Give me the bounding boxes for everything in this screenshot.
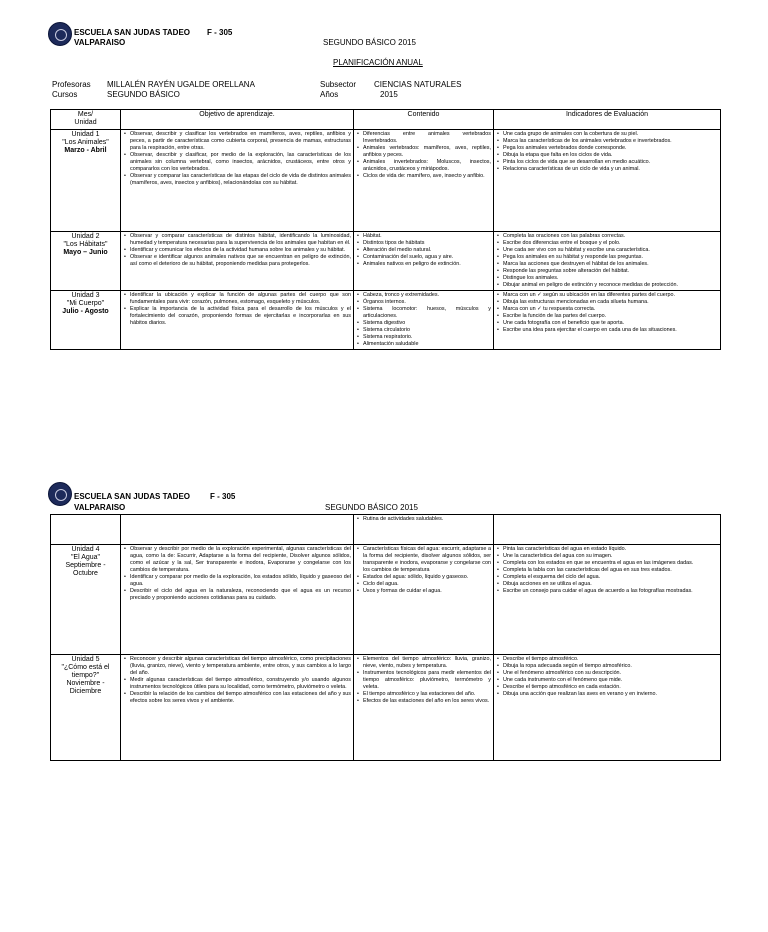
objectives-cell (121, 515, 354, 545)
list-item: • Dibuja acciones en se utiliza el agua. (503, 581, 718, 588)
unit-cell: Unidad 5 "¿Cómo está el tiempo?" Noviembre - Diciembre (51, 655, 121, 761)
list-item: • Dibuja la ropa adecuada según el tiempo atmosférico. (503, 663, 718, 670)
page-1 (0, 0, 768, 400)
indicators-cell (494, 515, 721, 545)
list-item: • Escribe un consejo para cuidar el agua de acuerdo a las fotografías mostradas. (503, 588, 718, 595)
list-item: • Observar, describir y clasificar los vertebrados en mamíferos, aves, reptiles, anfibios y peces, a partir de características como cubierta corporal, presencia de mamas, estructuras para la respiración, entre otras. (130, 131, 351, 152)
col-mes-unidad: Mes/ Unidad (51, 110, 121, 130)
list-item: • Une cada grupo de animales con la cobertura de su piel. (503, 131, 718, 138)
list-item: • Identificar y comunicar los efectos de la actividad humana sobre los animales y su hábitat. (130, 247, 351, 254)
school-logo-icon (48, 482, 72, 506)
list-item: • Hábitat. (363, 233, 491, 240)
subject-value: CIENCIAS NATURALES (374, 80, 462, 89)
unit-cell: Unidad 3 "Mi Cuerpo" Julio - Agosto (51, 291, 121, 350)
table-row (51, 130, 721, 232)
list-item: • Responde las preguntas sobre alteración del hábitat. (503, 268, 718, 275)
list-item: • Dibuja las estructuras mencionadas en cada silueta humana. (503, 299, 718, 306)
list-item: • Describe el tiempo atmosférico en cada estación. (503, 684, 718, 691)
list-item: • Observar e identificar algunos animales nativos que se encuentran en peligro de extinción, así como el deterioro de su hábitat, proponiendo medidas para protegerlos. (130, 254, 351, 268)
list-item: • Marca las acciones que destruyen el hábitat de los animales. (503, 261, 718, 268)
list-item: • Observar, describir y clasificar, por medio de la exploración, las características de los animales sin columna vertebral, como insectos, arácnidos, crustáceos, entre otros y compararlos con los vertebrados. (130, 152, 351, 173)
list-item: • Pega los animales en su hábitat y responde las preguntas. (503, 254, 718, 261)
objectives-cell (121, 130, 354, 232)
year-value: 2015 (380, 90, 398, 99)
list-item: • Órganos internos. (363, 299, 491, 306)
contents-cell (354, 545, 494, 655)
unit-cell: Unidad 2 "Los Hábitats" Mayo – Junio (51, 232, 121, 291)
contents-cell (354, 130, 494, 232)
table-row (51, 655, 721, 761)
list-item: • Marca con un ✓ según su ubicación en las diferentes partes del cuerpo. (503, 292, 718, 299)
table-row (51, 291, 721, 350)
list-item: • Describe el tiempo atmosférico. (503, 656, 718, 663)
list-item: • Animales nativos en peligro de extinción. (363, 261, 491, 268)
list-item: • Sistema locomotor: huesos, músculos y articulaciones. (363, 306, 491, 320)
contents-cell (354, 232, 494, 291)
list-item: • Completa las oraciones con las palabras correctas. (503, 233, 718, 240)
subject-label: Subsector (320, 80, 357, 89)
list-item: • Completa con los estados en que se encuentra el agua en las imágenes dadas. (503, 560, 718, 567)
school-name: ESCUELA SAN JUDAS TADEO (74, 492, 191, 501)
school-city: VALPARAISO (74, 38, 126, 47)
planning-table-1 (50, 109, 721, 350)
list-item: • Relaciona características de un ciclo de vida y un animal. (503, 166, 718, 173)
course-label: Cursos (52, 90, 78, 99)
list-item: • Contaminación del suelo, agua y aire. (363, 254, 491, 261)
indicators-cell (494, 291, 721, 350)
list-item: • Escribe una idea para ejercitar el cuerpo en cada una de las situaciones. (503, 327, 718, 334)
list-item: • Animales vertebrados: mamíferos, aves, reptiles, anfibios y peces. (363, 145, 491, 159)
list-item: • Instrumentos tecnológicos para medir elementos del tiempo atmosférico: pluviómetro, termómetro y veleta. (363, 670, 491, 691)
list-item: • Elementos del tiempo atmosférico: lluvia, granizo, nieve, viento, nubes y temperatura. (363, 656, 491, 670)
school-code: F - 305 (210, 492, 236, 501)
grade-year: SEGUNDO BÁSICO 2015 (325, 503, 418, 512)
objectives-cell (121, 655, 354, 761)
list-item: • Pinta los ciclos de vida que se desarrollan en medio acuático. (503, 159, 718, 166)
objectives-cell (121, 545, 354, 655)
list-item: • Sistema digestivo (363, 320, 491, 327)
list-item: • Marca las características de los animales vertebrados e invertebrados. (503, 138, 718, 145)
indicators-cell (494, 130, 721, 232)
list-item: • Explicar la importancia de la actividad física para el desarrollo de los músculos y el fortalecimiento del corazón, proponiendo formas de ejercitarlas e incorporarlas en sus hábitos diarios. (130, 306, 351, 327)
objectives-cell (121, 232, 354, 291)
table-row (51, 545, 721, 655)
list-item: • Observar y describir por medio de la exploración experimental, algunas características del agua, como la de: Escurrir, Adaptarse a la forma del recipiente, Disolver algunos sólidos, como el azúcar y la sal, Ser transparente e inodora, Evaporarse y congelarse con los cambios de temperatura. (130, 546, 351, 574)
table-header-row (51, 110, 721, 130)
contents-cell (354, 291, 494, 350)
list-item: • Dibujar animal en peligro de extinción y reconoce medidas de protección. (503, 282, 718, 289)
unit-cell: Unidad 4 "El Agua" Septiembre - Octubre (51, 545, 121, 655)
list-item: • Marca con un ✓ tu respuesta correcta. (503, 306, 718, 313)
unit-cell: Unidad 1 "Los Animales" Marzo - Abril (51, 130, 121, 232)
school-name: ESCUELA SAN JUDAS TADEO (74, 28, 191, 37)
plan-title: PLANIFICACIÓN ANUAL (333, 58, 423, 67)
year-label: Años (320, 90, 339, 99)
list-item: • Alimentación saludable (363, 341, 491, 348)
list-item: • Distintos tipos de hábitats (363, 240, 491, 247)
list-item: • Une cada instrumento con el fenómeno que mide. (503, 677, 718, 684)
list-item: • Une cada ser vivo con su hábitat y escribe una característica. (503, 247, 718, 254)
list-item: • Dibuja una acción que realizan las aves en verano y en invierno. (503, 691, 718, 698)
list-item: • Ciclo del agua. (363, 581, 491, 588)
list-item: • Escribe dos diferencias entre el bosque y el polo. (503, 240, 718, 247)
contents-cell (354, 515, 494, 545)
grade-year: SEGUNDO BÁSICO 2015 (323, 38, 416, 47)
col-indicadores: Indicadores de Evaluación (494, 110, 721, 130)
course-value: SEGUNDO BÁSICO (107, 90, 180, 99)
col-contenido: Contenido (354, 110, 494, 130)
list-item: • Observar y comparar características de distintos hábitat, identificando la luminosidad, humedad y temperatura necesarias para la supervivencia de los animales que habitan en él. (130, 233, 351, 247)
list-item: • Une la característica del agua con su imagen. (503, 553, 718, 560)
list-item: • Describir el ciclo del agua en la naturaleza, reconociendo que el agua es un recurso preciado y proponiendo acciones cotidianas para su cuidado. (130, 588, 351, 602)
teacher-label: Profesoras (52, 80, 91, 89)
list-item: • Dibuja la etapa que falta en los ciclos de vida. (503, 152, 718, 159)
planning-table-2 (50, 514, 721, 761)
contents-cell (354, 655, 494, 761)
list-item: • Alteración del medio natural. (363, 247, 491, 254)
list-item: • Diferencias entre animales vertebrados Invertebrados. (363, 131, 491, 145)
list-item: • Medir algunas características del tiempo atmosférico, construyendo y/o usando algunos instrumentos tecnológicos útiles para su localidad, como termómetro, pluviómetro o veleta. (130, 677, 351, 691)
school-city: VALPARAISO (74, 503, 126, 512)
list-item: • Pinta las características del agua en estado líquido. (503, 546, 718, 553)
list-item: • Une el fenómeno atmosférico con su descripción. (503, 670, 718, 677)
indicators-cell (494, 545, 721, 655)
list-item: • Completa la tabla con las características del agua en sus tres estados. (503, 567, 718, 574)
col-objetivo: Objetivo de aprendizaje. (121, 110, 354, 130)
list-item: • Describir la relación de los cambios del tiempo atmosférico con las estaciones del año y sus efectos sobre los seres vivos y el ambiente. (130, 691, 351, 705)
list-item: • Ciclos de vida de: mamífero, ave, insecto y anfibio. (363, 173, 491, 180)
list-item: • Identificar y comparar por medio de la exploración, los estados sólido, líquido y gaseoso del agua. (130, 574, 351, 588)
list-item: • Sistema respiratorio. (363, 334, 491, 341)
indicators-cell (494, 655, 721, 761)
list-item: • Animales invertebrados: Moluscos, insectos, arácnidos, crustáceos y miriápodos. (363, 159, 491, 173)
unit-cell (51, 515, 121, 545)
table-row (51, 515, 721, 545)
teacher-value: MILLALÉN RAYÉN UGALDE ORELLANA (107, 80, 255, 89)
list-item: • Pega los animales vertebrados donde corresponde. (503, 145, 718, 152)
list-item: • Sistema circulatorio (363, 327, 491, 334)
list-item: • Escribe la función de las partes del cuerpo. (503, 313, 718, 320)
list-item: • Rutina de actividades saludables. (363, 516, 491, 523)
list-item: • Reconocer y describir algunas características del tiempo atmosférico, como precipitaciones (lluvia, granizo, nieve), viento y temperatura ambiente, entre otros, y sus cambios a lo largo del año. (130, 656, 351, 677)
school-logo-icon (48, 22, 72, 46)
page-2 (0, 478, 768, 778)
list-item: • Completa el esquema del ciclo del agua. (503, 574, 718, 581)
list-item: • Características físicas del agua: escurrir, adaptarse a la forma del recipiente, disolver algunos sólidos, ser transparente e inodora, evaporarse y congelarse con los cambios de temperatura (363, 546, 491, 574)
list-item: • Une cada fotografía con el beneficio que te aporta. (503, 320, 718, 327)
list-item: • Efectos de las estaciones del año en los seres vivos. (363, 698, 491, 705)
list-item: • El tiempo atmosférico y las estaciones del año. (363, 691, 491, 698)
table-row (51, 232, 721, 291)
list-item: • Cabeza, tronco y extremidades. (363, 292, 491, 299)
objectives-cell (121, 291, 354, 350)
list-item: • Distingue los animales. (503, 275, 718, 282)
school-code: F - 305 (207, 28, 233, 37)
list-item: • Usos y formas de cuidar el agua. (363, 588, 491, 595)
list-item: • Estados del agua: sólido, líquido y gaseoso. (363, 574, 491, 581)
list-item: • Observar y comparar las características de las etapas del ciclo de vida de distintos animales (mamíferos, aves, insectos y anfibios), relacionándolas con su hábitat. (130, 173, 351, 187)
indicators-cell (494, 232, 721, 291)
list-item: • Identificar la ubicación y explicar la función de algunas partes del cuerpo que son fundamentales para vivir: corazón, pulmones, estomago, esqueleto y músculos. (130, 292, 351, 306)
